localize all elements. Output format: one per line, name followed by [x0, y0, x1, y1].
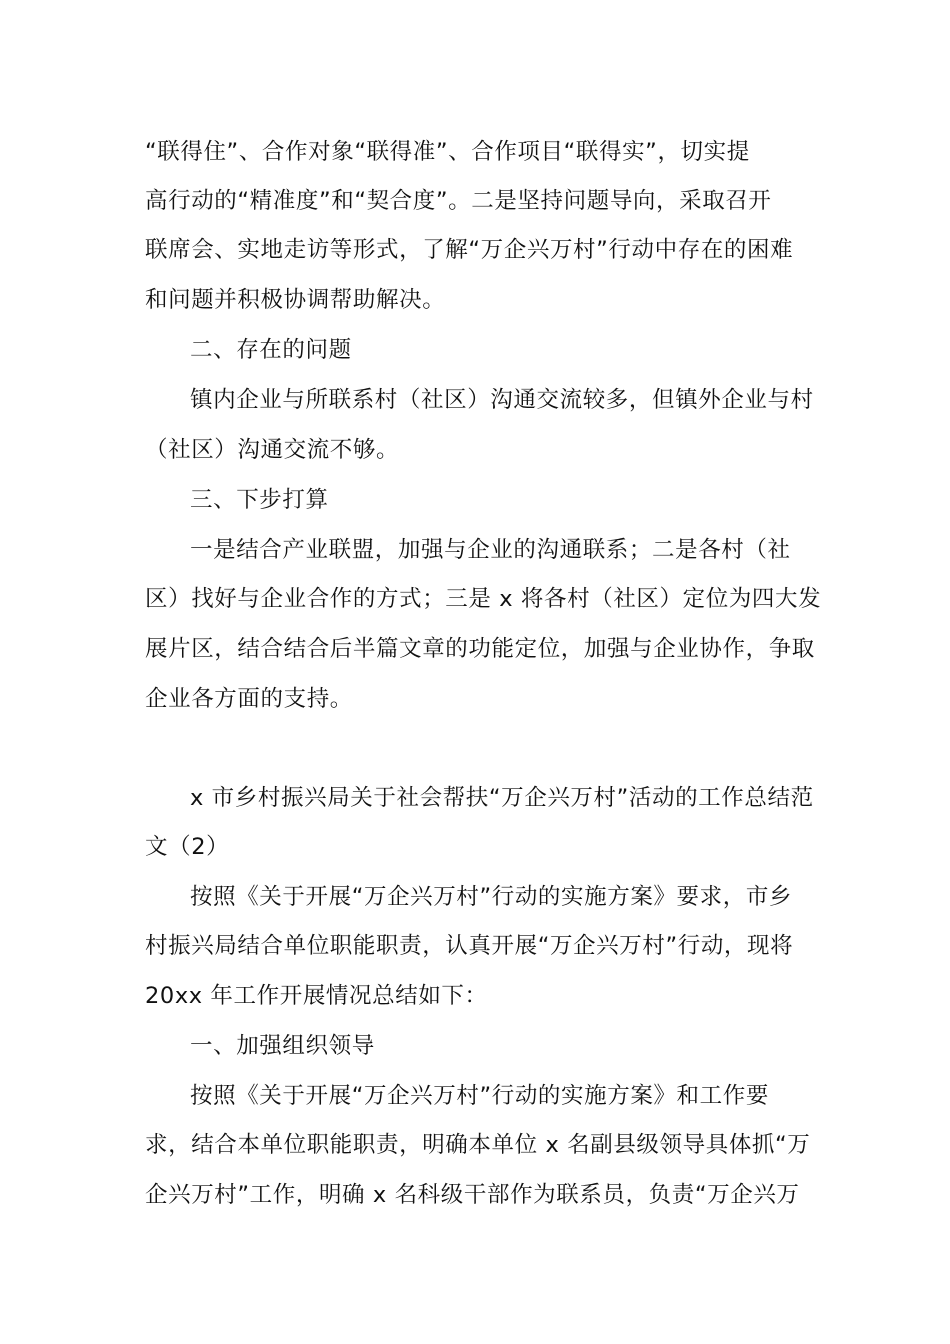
- section-heading: 三、下步打算: [190, 487, 329, 513]
- paragraph-line: 20xx 年工作开展情况总结如下：: [145, 983, 488, 1009]
- paragraph-line: 按照《关于开展“万企兴万村”行动的实施方案》和工作要: [190, 1083, 769, 1109]
- article-title: x 市乡村振兴局关于社会帮扶“万企兴万村”活动的工作总结范: [190, 785, 814, 811]
- paragraph-line: 按照《关于开展“万企兴万村”行动的实施方案》要求，市乡: [190, 884, 793, 910]
- paragraph-line: 和问题并积极协调帮助解决。: [145, 287, 446, 313]
- section-heading: 一、加强组织领导: [190, 1033, 375, 1059]
- paragraph-line: 区）找好与企业合作的方式；三是 x 将各村（社区）定位为四大发: [145, 586, 822, 612]
- paragraph-line: 一是结合产业联盟，加强与企业的沟通联系；二是各村（社: [190, 537, 791, 563]
- paragraph-line: “联得住”、合作对象“联得准”、合作项目“联得实”，切实提: [145, 139, 750, 165]
- paragraph-line: 联席会、实地走访等形式，了解“万企兴万村”行动中存在的困难: [145, 237, 794, 263]
- paragraph-line: 求，结合本单位职能职责，明确本单位 x 名副县级领导具体抓“万: [145, 1132, 811, 1158]
- paragraph-line: 企兴万村”工作，明确 x 名科级干部作为联系员，负责“万企兴万: [145, 1182, 800, 1208]
- paragraph-line: 高行动的“精准度”和“契合度”。二是坚持问题导向，采取召开: [145, 188, 772, 214]
- article-title-continued: 文（2）: [145, 834, 230, 860]
- section-heading: 二、存在的问题: [190, 337, 352, 363]
- paragraph-line: 企业各方面的支持。: [145, 686, 353, 712]
- paragraph-line: 镇内企业与所联系村（社区）沟通交流较多，但镇外企业与村: [190, 387, 814, 413]
- paragraph-line: 展片区，结合结合后半篇文章的功能定位，加强与企业协作，争取: [145, 636, 815, 662]
- paragraph-line: （社区）沟通交流不够。: [145, 437, 400, 463]
- paragraph-line: 村振兴局结合单位职能职责，认真开展“万企兴万村”行动，现将: [145, 933, 794, 959]
